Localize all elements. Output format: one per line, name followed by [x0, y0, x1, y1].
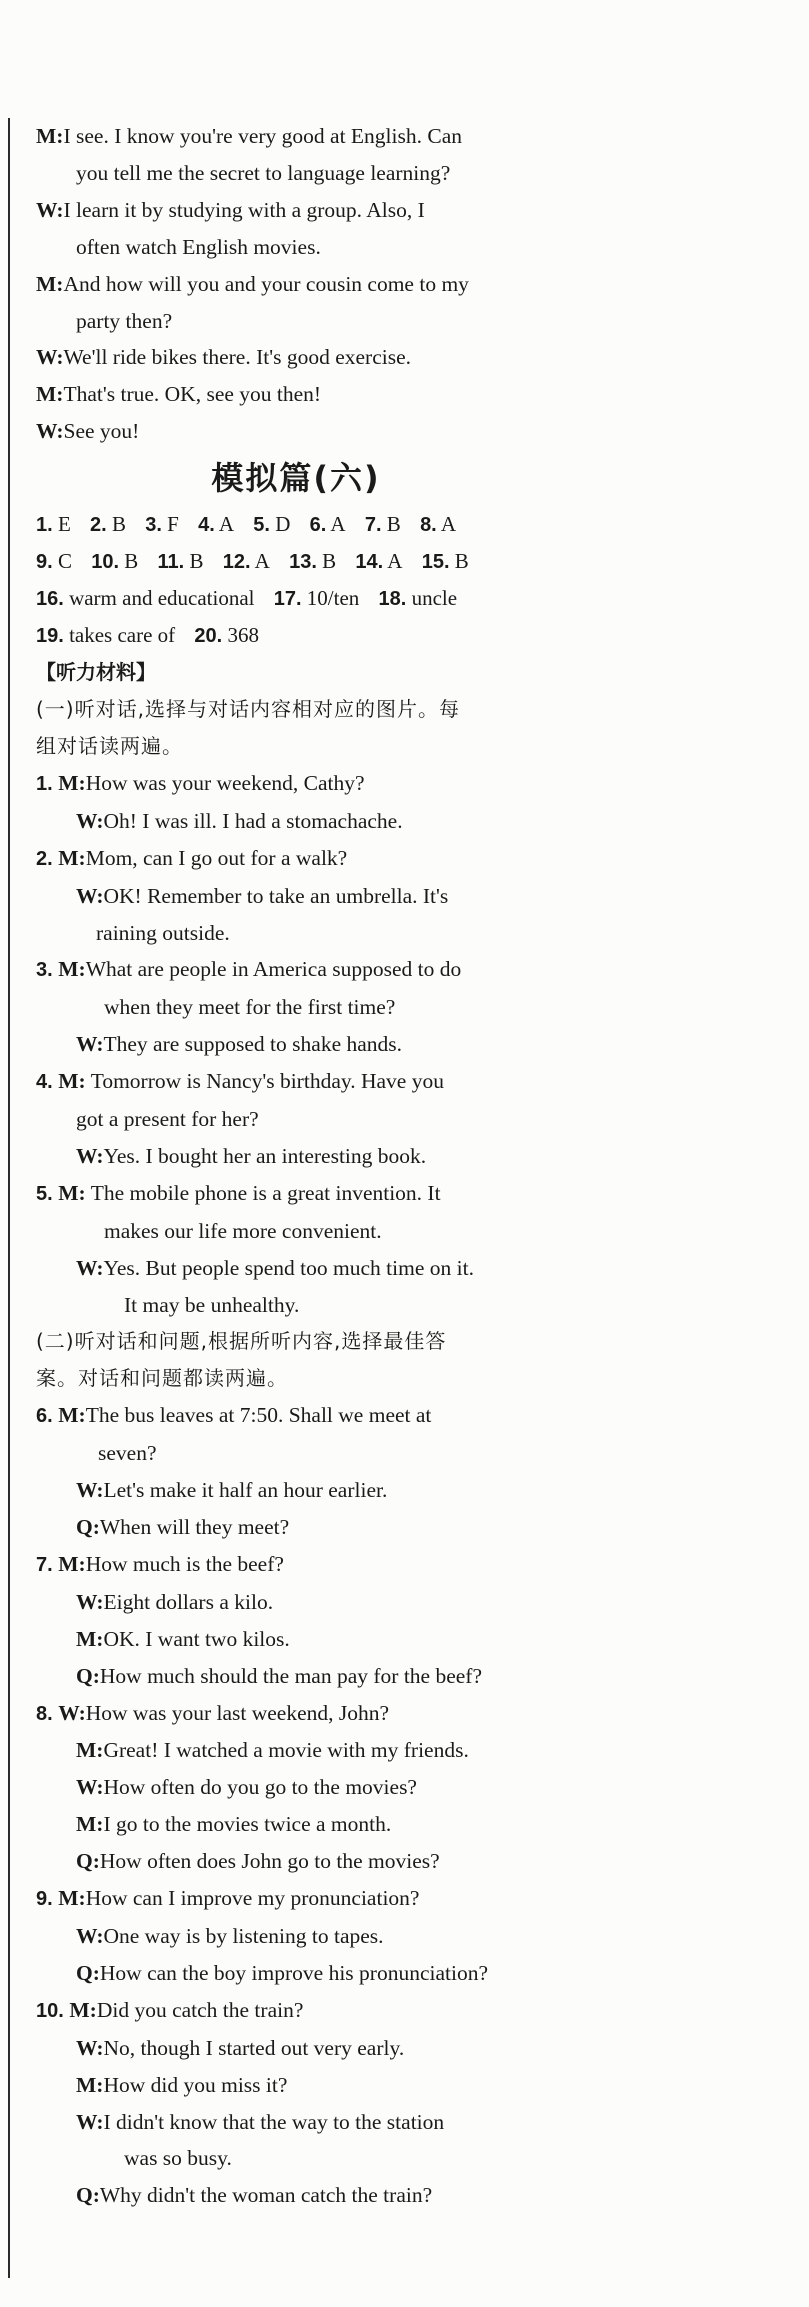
section-title: 模拟篇(六) — [211, 459, 381, 498]
dialogue-line: 3. M:What are people in America supposed to do — [36, 957, 462, 982]
margin-rule — [8, 118, 10, 2278]
answer-row: 9. C 10. B 11. B 12. A 13. B 14. A 15. B — [36, 549, 469, 574]
dialogue-line: Q:How often does John go to the movies? — [76, 1849, 440, 1874]
part-instruction: 组对话读两遍。 — [36, 733, 183, 758]
dialogue-line: when they meet for the first time? — [104, 995, 396, 1020]
dialogue-line: 6. M:The bus leaves at 7:50. Shall we meet at — [36, 1403, 432, 1428]
dialogue-line: 10. M:Did you catch the train? — [36, 1997, 304, 2022]
dialogue-line: W:Let's make it half an hour earlier. — [76, 1478, 388, 1503]
answer-row: 19. takes care of 20. 368 — [36, 623, 259, 648]
dialogue-line: W:Yes. I bought her an interesting book. — [76, 1143, 427, 1168]
dialogue-line: W:Yes. But people spend too much time on it. — [76, 1255, 474, 1280]
dialogue-line: raining outside. — [96, 920, 230, 945]
dialogue-line: W:I didn't know that the way to the station — [76, 2109, 445, 2134]
dialogue-line: party then? — [76, 308, 173, 333]
dialogue-line: W:OK! Remember to take an umbrella. It's — [76, 883, 449, 908]
dialogue-line: M:Great! I watched a movie with my friends. — [76, 1738, 469, 1763]
dialogue-line: W:They are supposed to shake hands. — [76, 1032, 403, 1057]
dialogue-line: Q:How can the boy improve his pronunciation? — [76, 1960, 488, 1985]
dialogue-line: 1. M:How was your weekend, Cathy? — [36, 770, 365, 795]
dialogue-line: It may be unhealthy. — [124, 1292, 300, 1317]
answer-row: 1. E 2. B 3. F 4. A 5. D 6. A 7. B 8. A — [36, 512, 457, 537]
dialogue-line: Q:When will they meet? — [76, 1515, 290, 1539]
part-instruction: (一)听对话,选择与对话内容相对应的图片。每 — [36, 697, 460, 722]
dialogue-line: M:I see. I know you're very good at English. Can — [36, 124, 463, 148]
dialogue-line: 8. W:How was your last weekend, John? — [36, 1700, 390, 1725]
dialogue-line: W:We'll ride bikes there. It's good exercise. — [36, 345, 411, 370]
part-instruction: 案。对话和问题都读两遍。 — [36, 1366, 288, 1391]
part-instruction: (二)听对话和问题,根据所听内容,选择最佳答 — [36, 1329, 447, 1354]
dialogue-line: W:Oh! I was ill. I had a stomachache. — [76, 808, 403, 833]
dialogue-line: W:How often do you go to the movies? — [76, 1775, 417, 1800]
answer-row: 16. warm and educational 17. 10/ten 18. uncle — [36, 586, 458, 611]
dialogue-line: W:See you! — [36, 419, 140, 444]
dialogue-line: W:I learn it by studying with a group. Also, I — [36, 197, 425, 222]
dialogue-line: 5. M: The mobile phone is a great invention. It — [36, 1180, 441, 1205]
dialogue-line: 7. M:How much is the beef? — [36, 1551, 284, 1576]
dialogue-line: W:Eight dollars a kilo. — [76, 1589, 274, 1614]
listening-heading: 【听力材料】 — [36, 660, 156, 685]
dialogue-line: Q:How much should the man pay for the beef? — [76, 1663, 482, 1688]
dialogue-line: 9. M:How can I improve my pronunciation? — [36, 1886, 420, 1911]
dialogue-line: 4. M: Tomorrow is Nancy's birthday. Have you — [36, 1069, 444, 1094]
dialogue-line: seven? — [98, 1441, 157, 1466]
dialogue-line: makes our life more convenient. — [104, 1218, 382, 1243]
dialogue-line: was so busy. — [124, 2146, 232, 2171]
dialogue-line: W:One way is by listening to tapes. — [76, 1923, 384, 1948]
dialogue-line: you tell me the secret to language learning? — [76, 160, 451, 185]
dialogue-line: M:I go to the movies twice a month. — [76, 1812, 392, 1837]
dialogue-line: 2. M:Mom, can I go out for a walk? — [36, 845, 348, 870]
content-column — [36, 118, 596, 2214]
dialogue-line: M:How did you miss it? — [76, 2072, 288, 2097]
dialogue-line: M:That's true. OK, see you then! — [36, 382, 322, 407]
dialogue-line: Q:Why didn't the woman catch the train? — [76, 2183, 433, 2208]
dialogue-line: W:No, though I started out very early. — [76, 2035, 405, 2060]
dialogue-line: M:OK. I want two kilos. — [76, 1626, 290, 1651]
dialogue-line: M:And how will you and your cousin come to my — [36, 271, 469, 296]
dialogue-line: got a present for her? — [76, 1107, 259, 1132]
dialogue-line: often watch English movies. — [76, 234, 321, 259]
